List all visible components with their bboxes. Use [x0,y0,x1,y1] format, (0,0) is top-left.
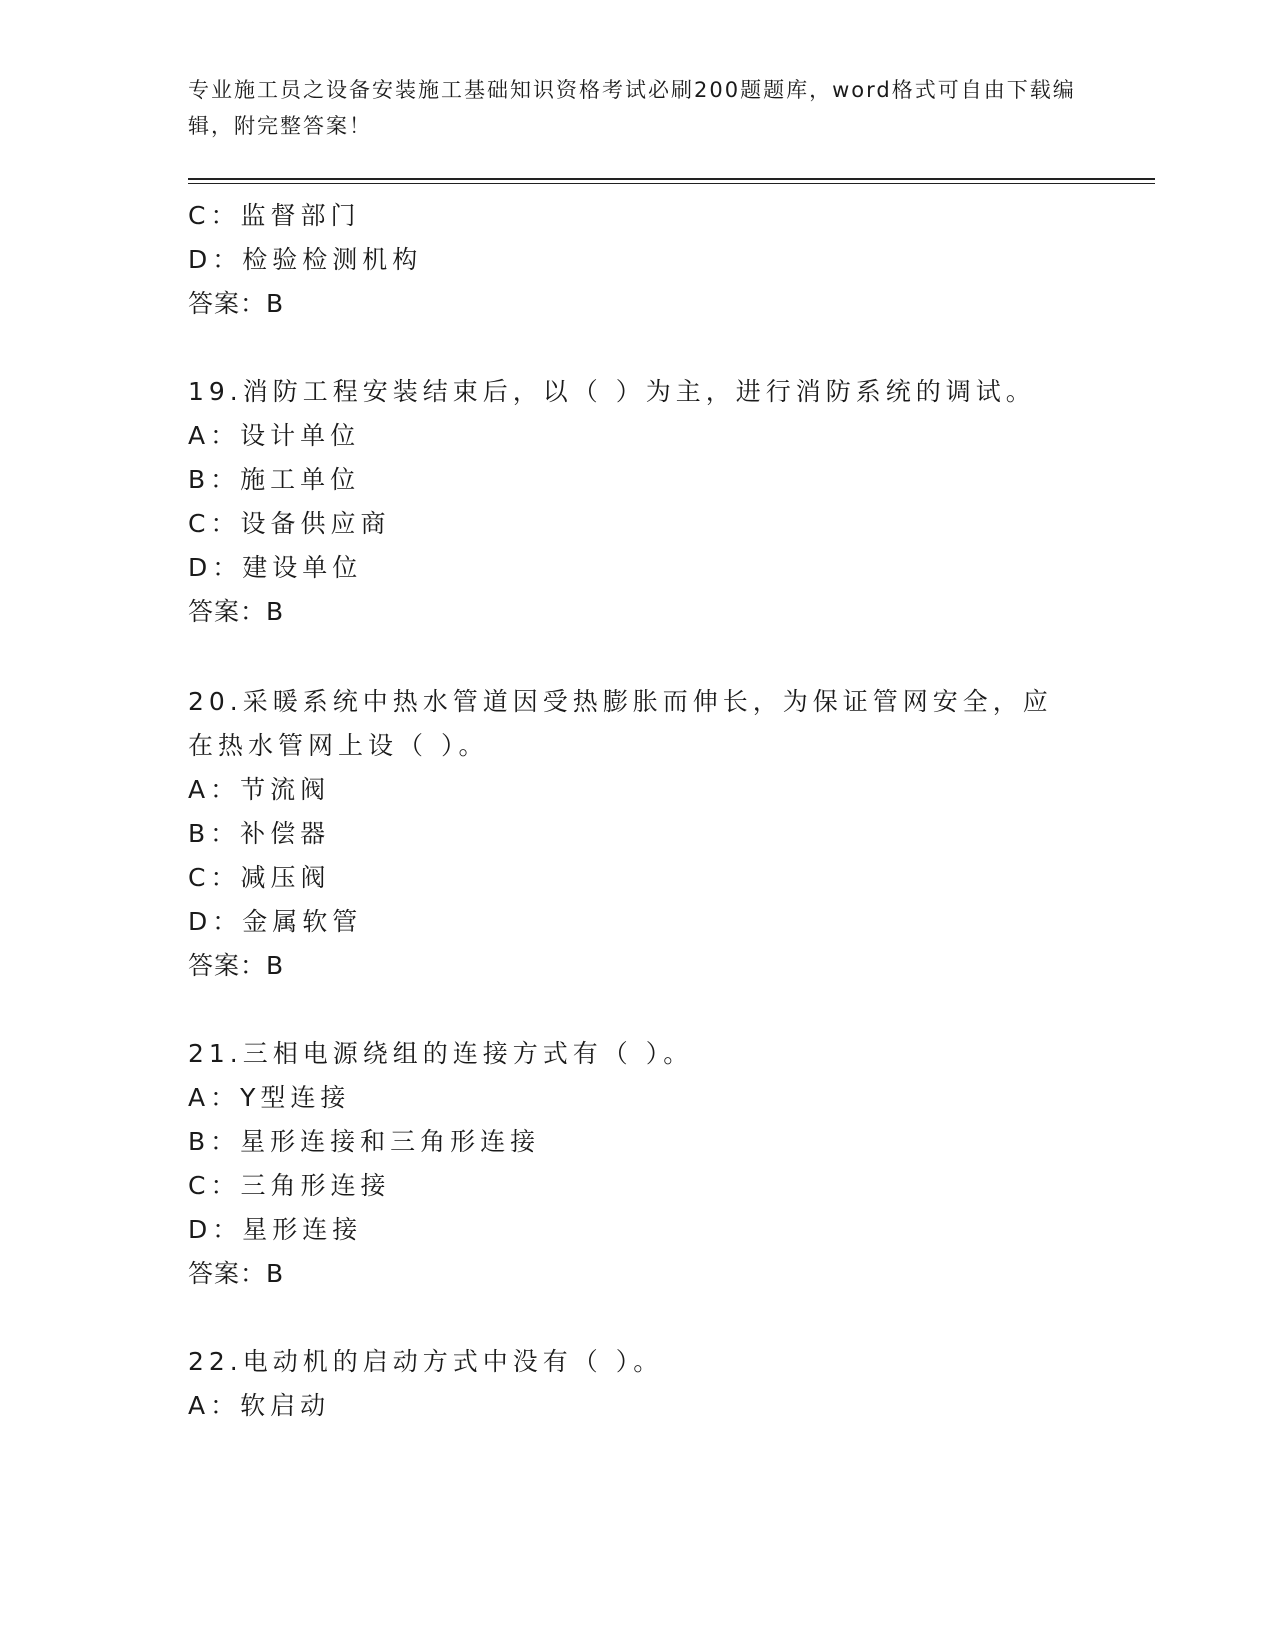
option-a: A：Y型连接 [188,1083,351,1112]
option-b: B：星形连接和三角形连接 [188,1127,541,1156]
option-a: A：软启动 [188,1391,331,1420]
answer-line: 答案：B [188,951,285,980]
answer-line: 答案：B [188,1259,285,1288]
option-c: C：三角形连接 [188,1171,391,1200]
option-d: D：检验检测机构 [188,245,423,274]
option-d: D：星形连接 [188,1215,363,1244]
option-c: C：减压阀 [188,863,331,892]
option-c: C：设备供应商 [188,509,391,538]
option-a: A：节流阀 [188,775,331,804]
header-divider-thin [188,183,1155,184]
answer-line: 答案：B [188,289,285,318]
answer-line: 答案：B [188,597,285,626]
option-d: D：金属软管 [188,907,363,936]
option-c: C：监督部门 [188,201,361,230]
question-stem-19: 19.消防工程安装结束后，以（ ）为主，进行消防系统的调试。 [188,377,1036,406]
option-d: D：建设单位 [188,553,363,582]
option-b: B：施工单位 [188,465,361,494]
option-a: A：设计单位 [188,421,361,450]
document-header: 专业施工员之设备安装施工基础知识资格考试必刷200题题库，word格式可自由下载编辑，附完整答案！ [188,78,1076,138]
option-b: B：补偿器 [188,819,331,848]
question-stem-22: 22.电动机的启动方式中没有（ ）。 [188,1347,664,1376]
question-stem-21: 21.三相电源绕组的连接方式有（ ）。 [188,1039,694,1068]
header-divider-thick [188,178,1155,180]
question-stem-20: 20.采暖系统中热水管道因受热膨胀而伸长，为保证管网安全，应在热水管网上设（ ）。 [188,687,1053,760]
